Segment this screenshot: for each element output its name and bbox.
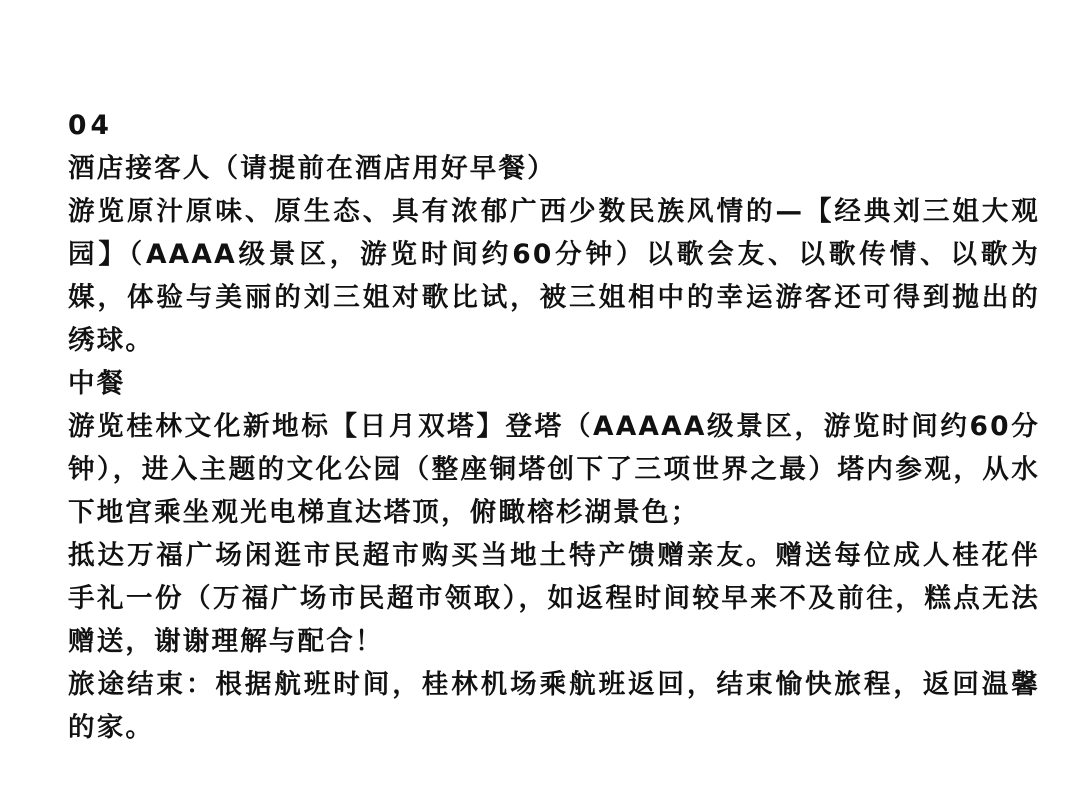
day-number: 04 [68,110,113,141]
hotel-pickup-paragraph: 酒店接客人（请提前在酒店用好早餐） [68,153,556,184]
liusanjie-park-paragraph: 游览原汁原味、原生态、具有浓郁广西少数民族风情的—【经典刘三姐大观园】（AAAA级景区，游览时间约60分钟）以歌会友、以歌传情、以歌为媒，体验与美丽的刘三姐对歌比试，被三姐相中的幸运游客还可得到抛出的绣球。 [68,196,1040,356]
trip-end-paragraph: 旅途结束：根据航班时间，桂林机场乘航班返回，结束愉快旅程，返回温馨的家。 [68,669,1040,743]
sun-moon-pagodas-paragraph: 游览桂林文化新地标【日月双塔】登塔（AAAAA级景区，游览时间约60分钟），进入主题的文化公园（整座铜塔创下了三项世界之最）塔内参观，从水下地宫乘坐观光电梯直达塔顶，俯瞰榕杉湖景色； [68,411,1040,528]
itinerary-document [68,104,1040,749]
lunch-paragraph: 中餐 [68,368,126,399]
wanfu-plaza-paragraph: 抵达万福广场闲逛市民超市购买当地土特产馈赠亲友。赠送每位成人桂花伴手礼一份（万福广场市民超市领取），如返程时间较早来不及前往，糕点无法赠送，谢谢理解与配合！ [68,540,1040,657]
